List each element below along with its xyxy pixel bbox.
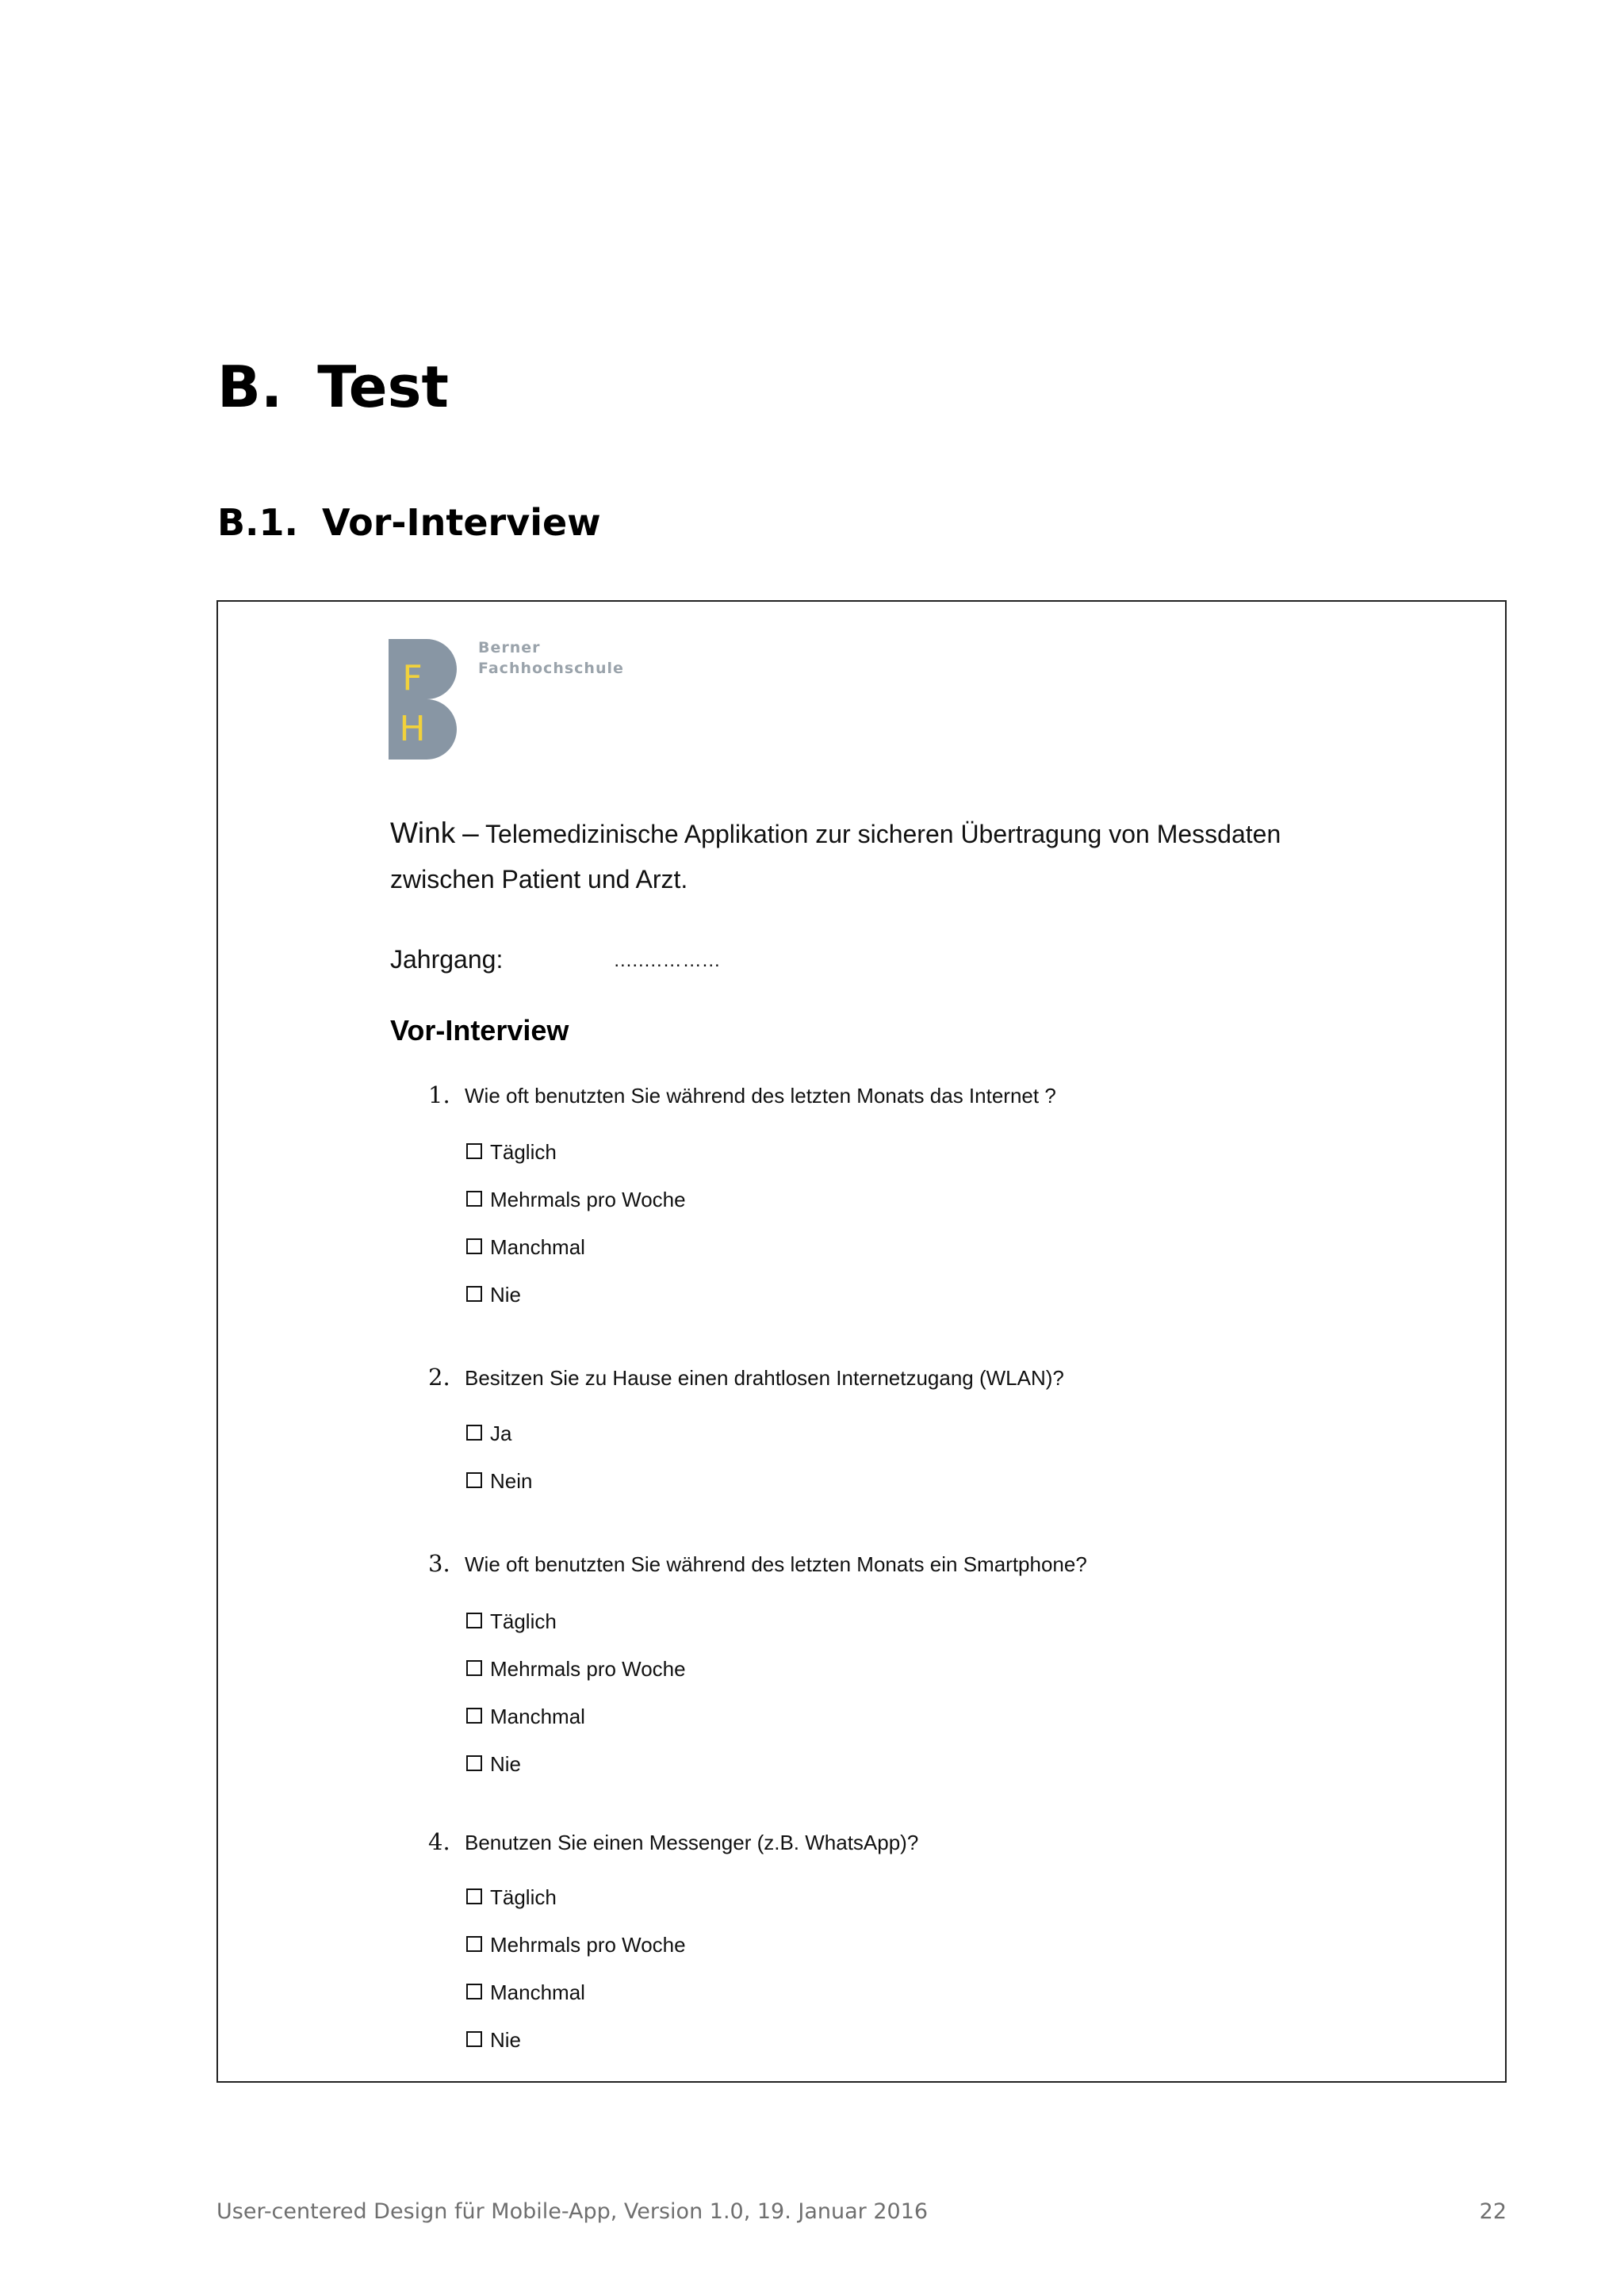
- option-label: Nein: [490, 1469, 533, 1493]
- q1-option-nie[interactable]: [466, 1283, 521, 1307]
- option-label: Täglich: [490, 1885, 557, 1909]
- option-label: Nie: [490, 2028, 522, 2052]
- page-number: 22: [1479, 2199, 1507, 2224]
- q3-option-taeglich[interactable]: [466, 1609, 557, 1634]
- checkbox-icon[interactable]: [466, 1755, 482, 1771]
- checkbox-icon[interactable]: [466, 1888, 482, 1904]
- project-name: Wink: [390, 817, 456, 849]
- q3-option-mehrmals[interactable]: [466, 1657, 686, 1682]
- checkbox-icon[interactable]: [466, 1425, 482, 1441]
- option-label: Manchmal: [490, 1980, 585, 2004]
- q1-option-mehrmals[interactable]: [466, 1188, 686, 1212]
- checkbox-icon[interactable]: [466, 1708, 482, 1724]
- option-label: Nie: [490, 1283, 522, 1307]
- q3-option-nie[interactable]: [466, 1752, 521, 1777]
- q1-option-taeglich[interactable]: [466, 1140, 557, 1165]
- checkbox-icon[interactable]: [466, 1238, 482, 1254]
- title-dash: –: [462, 817, 479, 849]
- question-1: [428, 1081, 1056, 1108]
- question-number: 2.: [428, 1364, 450, 1391]
- option-label: Manchmal: [490, 1235, 585, 1259]
- option-label: Mehrmals pro Woche: [490, 1657, 686, 1681]
- logo-letter-h: H: [399, 709, 426, 749]
- q4-option-nie[interactable]: [466, 2028, 521, 2053]
- survey-title: Vor-Interview: [390, 1014, 569, 1047]
- option-label: Ja: [490, 1422, 512, 1445]
- question-text: Wie oft benutzten Sie während des letzten Monats ein Smartphone?: [465, 1552, 1087, 1576]
- checkbox-icon[interactable]: [466, 2031, 482, 2047]
- q4-option-mehrmals[interactable]: [466, 1933, 686, 1957]
- question-text: Wie oft benutzten Sie während des letzten Monats das Internet ?: [465, 1084, 1056, 1108]
- page-footer-title: User-centered Design für Mobile-App, Version 1.0, 19. Januar 2016: [216, 2199, 929, 2224]
- question-number: 4.: [428, 1828, 450, 1855]
- birth-year-label: Jahrgang:: [390, 945, 504, 974]
- question-number: 1.: [428, 1081, 450, 1108]
- project-description-line-1: Telemedizinische Applikation zur sicheren Übertragung von Messdaten: [485, 820, 1281, 848]
- question-text: Besitzen Sie zu Hause einen drahtlosen Internetzugang (WLAN)?: [465, 1366, 1064, 1390]
- section-title: Vor-Interview: [322, 501, 601, 544]
- question-number: 3.: [428, 1550, 450, 1577]
- checkbox-icon[interactable]: [466, 1984, 482, 1999]
- checkbox-icon[interactable]: [466, 1472, 482, 1488]
- q3-option-manchmal[interactable]: [466, 1705, 585, 1729]
- chapter-title: Test: [317, 354, 449, 420]
- checkbox-icon[interactable]: [466, 1286, 482, 1302]
- question-2: [428, 1364, 1064, 1391]
- option-label: Täglich: [490, 1140, 557, 1164]
- chapter-heading: [217, 354, 449, 420]
- section-number: B.1.: [217, 501, 299, 544]
- q1-option-manchmal[interactable]: [466, 1235, 585, 1260]
- chapter-number: B.: [217, 354, 283, 420]
- q4-option-taeglich[interactable]: [466, 1885, 557, 1910]
- birth-year-field: [390, 945, 721, 977]
- checkbox-icon[interactable]: [466, 1191, 482, 1207]
- option-label: Nie: [490, 1752, 522, 1776]
- checkbox-icon[interactable]: [466, 1936, 482, 1952]
- option-label: Mehrmals pro Woche: [490, 1933, 686, 1957]
- checkbox-icon[interactable]: [466, 1660, 482, 1676]
- checkbox-icon[interactable]: [466, 1613, 482, 1628]
- logo-wordmark-line-2: Fachhochschule: [478, 660, 624, 677]
- logo-wordmark: [478, 637, 624, 679]
- section-heading: [217, 501, 601, 544]
- logo-wordmark-line-1: Berner: [478, 639, 541, 656]
- option-label: Manchmal: [490, 1705, 585, 1728]
- q2-option-ja[interactable]: [466, 1422, 511, 1446]
- question-4: [428, 1828, 918, 1855]
- q2-option-nein[interactable]: [466, 1469, 532, 1494]
- project-description: [390, 810, 1342, 902]
- option-label: Mehrmals pro Woche: [490, 1188, 686, 1211]
- option-label: Täglich: [490, 1609, 557, 1633]
- birth-year-blank[interactable]: ........……...: [614, 950, 721, 971]
- question-text: Benutzen Sie einen Messenger (z.B. WhatsApp)?: [465, 1831, 919, 1854]
- question-3: [428, 1550, 1087, 1577]
- logo-letter-f: F: [402, 658, 423, 698]
- project-description-line-2: zwischen Patient und Arzt.: [390, 865, 688, 894]
- checkbox-icon[interactable]: [466, 1143, 482, 1159]
- q4-option-manchmal[interactable]: [466, 1980, 585, 2005]
